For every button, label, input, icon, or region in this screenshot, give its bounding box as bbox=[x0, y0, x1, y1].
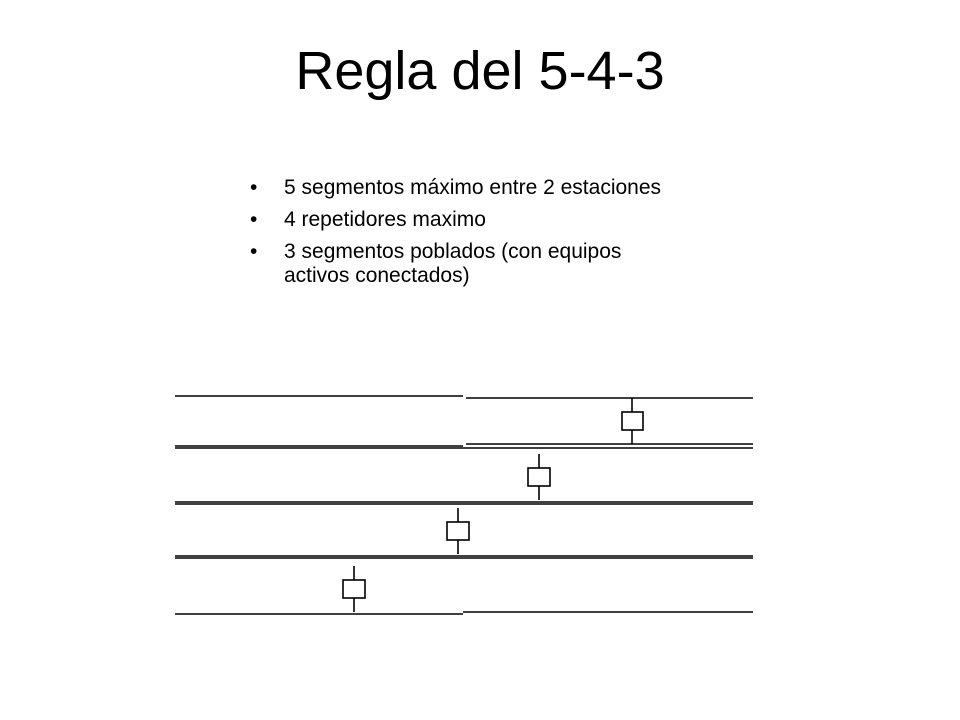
network-segment-2 bbox=[466, 398, 753, 444]
slide-title: Regla del 5-4-3 bbox=[295, 41, 665, 101]
repeater-box bbox=[447, 522, 469, 540]
repeater-box bbox=[622, 412, 643, 430]
repeater-1-icon bbox=[622, 398, 643, 444]
repeater-4-icon bbox=[343, 566, 365, 612]
repeater-3-icon bbox=[447, 508, 469, 554]
network-segment-1 bbox=[175, 396, 463, 446]
bullet-icon: • bbox=[250, 176, 258, 199]
bullet-text: 4 repetidores maximo bbox=[284, 208, 486, 231]
network-segment-3 bbox=[175, 448, 753, 502]
bullet-icon: • bbox=[250, 240, 258, 263]
bullet-text: 3 segmentos poblados (con equipos activos conectados) bbox=[284, 240, 622, 287]
repeater-box bbox=[343, 580, 365, 598]
network-segment-5 bbox=[175, 558, 753, 614]
repeater-2-icon bbox=[528, 454, 550, 500]
repeater-box bbox=[528, 468, 550, 486]
bullet-icon: • bbox=[250, 208, 258, 231]
bullet-text: 5 segmentos máximo entre 2 estaciones bbox=[284, 176, 662, 199]
